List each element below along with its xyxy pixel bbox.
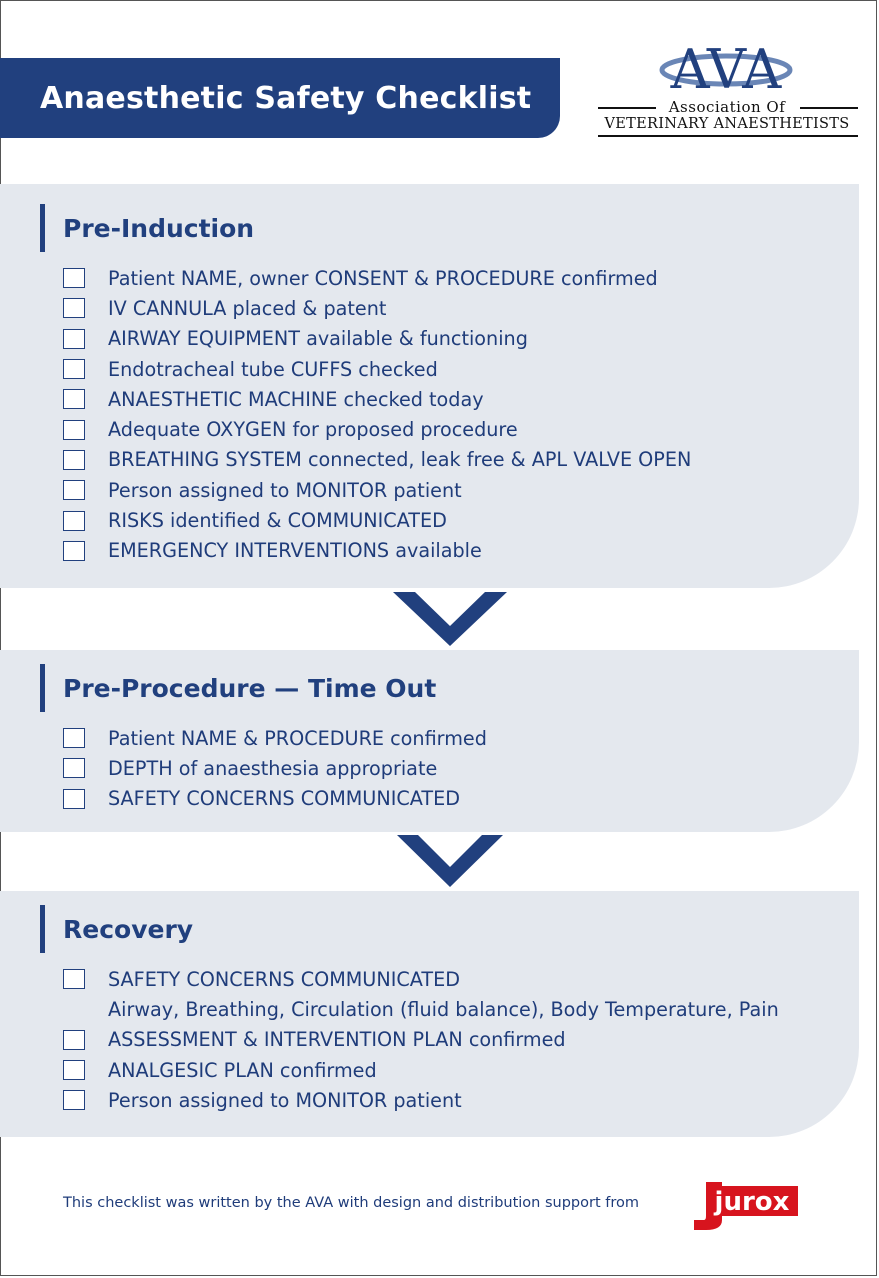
checkbox[interactable] (63, 511, 85, 531)
checklist-item[interactable] (63, 1055, 859, 1085)
checkbox[interactable] (63, 298, 85, 318)
section-pre-procedure (0, 650, 859, 832)
item-label: Patient NAME, owner CONSENT & PROCEDURE confirmed (108, 266, 658, 290)
checklist-item[interactable] (63, 263, 859, 293)
checklist-item[interactable] (63, 354, 859, 384)
checklist-item[interactable] (63, 324, 859, 354)
checkbox[interactable] (63, 1090, 85, 1110)
item-label: ANALGESIC PLAN confirmed (108, 1058, 377, 1082)
checkbox[interactable] (63, 480, 85, 500)
item-label: DEPTH of anaesthesia appropriate (108, 756, 438, 780)
item-sublabel: Airway, Breathing, Circulation (fluid balance), Body Temperature, Pain (108, 997, 779, 1021)
item-label: SAFETY CONCERNS COMMUNICATED (108, 787, 461, 811)
section-heading: Pre-Procedure — Time Out (40, 664, 436, 712)
checklist-item[interactable] (63, 414, 859, 444)
checkbox[interactable] (63, 728, 85, 748)
section-pre-induction (0, 184, 859, 588)
item-label: Adequate OXYGEN for proposed procedure (108, 418, 518, 442)
ava-org-line1: Association Of (668, 98, 786, 116)
checklist-recovery (63, 964, 859, 1115)
item-label: ASSESSMENT & INTERVENTION PLAN confirmed (108, 1028, 566, 1052)
item-label: Patient NAME & PROCEDURE confirmed (108, 726, 487, 750)
checklist-pre-induction (63, 263, 859, 566)
section-heading: Pre-Induction (40, 204, 254, 252)
item-label: SAFETY CONCERNS COMMUNICATED (108, 967, 461, 991)
section-heading: Recovery (40, 905, 193, 953)
item-label: Endotracheal tube CUFFS checked (108, 357, 438, 381)
page-title: Anaesthetic Safety Checklist (40, 80, 532, 116)
checkbox[interactable] (63, 541, 85, 561)
checklist-pre-procedure (63, 723, 859, 814)
checkbox[interactable] (63, 329, 85, 349)
item-label: EMERGENCY INTERVENTIONS available (108, 539, 482, 563)
title-banner (0, 58, 560, 138)
checklist-item[interactable] (63, 475, 859, 505)
checklist-item[interactable] (63, 293, 859, 323)
jurox-wordmark: jurox (714, 1187, 790, 1217)
ava-monogram: AVA (670, 38, 782, 101)
checkbox[interactable] (63, 1030, 85, 1050)
checkbox[interactable] (63, 389, 85, 409)
footer-credit: This checklist was written by the AVA with design and distribution support from (63, 1195, 639, 1211)
item-label: Person assigned to MONITOR patient (108, 1088, 462, 1112)
checklist-item[interactable] (63, 784, 859, 814)
checkbox[interactable] (63, 268, 85, 288)
checkbox[interactable] (63, 359, 85, 379)
checklist-subnote (63, 994, 859, 1024)
checkbox[interactable] (63, 789, 85, 809)
checklist-item[interactable] (63, 753, 859, 783)
item-label: AIRWAY EQUIPMENT available & functioning (108, 327, 528, 351)
checkbox[interactable] (63, 1060, 85, 1080)
checklist-item[interactable] (63, 723, 859, 753)
chevron-down-icon (393, 592, 507, 646)
item-label: ANAESTHETIC MACHINE checked today (108, 387, 484, 411)
checklist-item[interactable] (63, 536, 859, 566)
item-label: RISKS identified & COMMUNICATED (108, 509, 447, 533)
checklist-item[interactable] (63, 1025, 859, 1055)
checkbox[interactable] (63, 969, 85, 989)
section-recovery (0, 891, 859, 1137)
item-label: BREATHING SYSTEM connected, leak free & APL VALVE OPEN (108, 448, 692, 472)
item-label: IV CANNULA placed & patent (108, 296, 387, 320)
checklist-item[interactable] (63, 445, 859, 475)
checkbox[interactable] (63, 420, 85, 440)
checklist-item[interactable] (63, 505, 859, 535)
checklist-item[interactable] (63, 964, 859, 994)
ava-logo (596, 30, 862, 140)
checkbox[interactable] (63, 758, 85, 778)
checklist-item[interactable] (63, 1085, 859, 1115)
checkbox[interactable] (63, 450, 85, 470)
checklist-item[interactable] (63, 384, 859, 414)
jurox-logo-icon (692, 1176, 802, 1232)
ava-org-line2: VETERINARY ANAESTHETISTS (604, 116, 850, 132)
chevron-down-icon (397, 835, 503, 887)
item-label: Person assigned to MONITOR patient (108, 478, 462, 502)
